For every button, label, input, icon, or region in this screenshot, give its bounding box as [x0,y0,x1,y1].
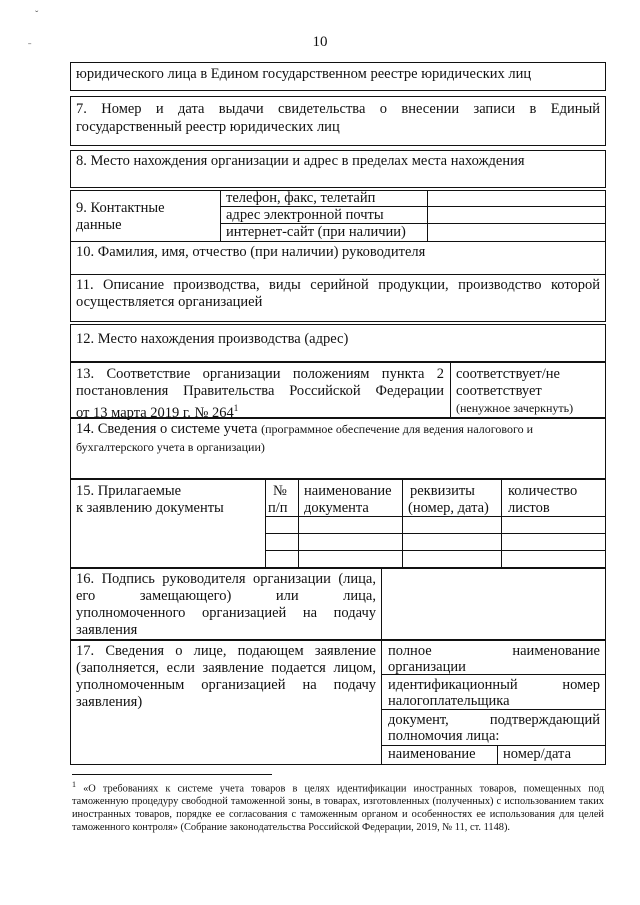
row-11-line2: осуществляется организацией [76,294,263,310]
row-14-line1: 14. Сведения о системе учета (программное обеспечение для ведения налогового и [76,421,534,437]
row-13-options-line1: соответствует/не [456,366,560,382]
row-8-text: 8. Место нахождения организации и адрес в пределах места нахождения [76,153,525,169]
divider [298,479,299,568]
inn-line1: идентификационный номер [388,677,600,693]
col-req-line2: (номер, дата) [408,500,489,516]
footnote-text: «О требованиях к системе учета товаров в целях идентификации иностранных товаров, помещенных под таможенную процедуру свободной таможенной зоны, в товарах, изготовленных (полученных) с использованием таких иностранных товаров, порядке ее согласования с таможенным органом и особенностях ее использования для целей таможенного контроля» (Собрание законодательства Российской Федерации, 2019, № 11, ст. 1148). [72,783,604,834]
row-11-line1: 11. Описание производства, виды серийной продукции, производство которой [76,277,600,293]
row-7-line1: 7. Номер и дата выдачи свидетельства о внесении записи в Единый [76,101,600,117]
divider [450,362,451,418]
divider [265,550,606,551]
row-12-text: 12. Место нахождения производства (адрес) [76,331,349,347]
footnote [72,778,604,834]
row-16-line2: его замещающего) или лица, [76,588,376,604]
contact-phone-label: телефон, факс, телетайп [226,190,376,206]
doc-number-label: номер/дата [503,746,572,762]
full-name-line2: организации [388,659,466,675]
row-16-line3: уполномоченного организацией на подачу [76,605,376,621]
row-13-line1: 13. Соответствие организации положениям пункта 2 [76,366,444,382]
row-17-line2: (заполняется, если заявление подается лицом, [76,660,376,676]
footnote-marker: 1 [72,780,76,789]
row-17-line4: заявления) [76,694,143,710]
divider [402,479,403,568]
row-14-line2: бухгалтерского учета в организации) [76,440,265,454]
row-9-label-line2: данные [76,217,122,233]
divider [381,640,382,765]
row-13-line2: постановления Правительства Российской Федерации [76,383,444,399]
row-13-options-note: (ненужное зачеркнуть) [456,401,574,415]
row-13-line3: от 13 марта 2019 г. № $264^1$ [76,403,239,421]
row-16-line1: 16. Подпись руководителя организации (лица, [76,571,376,587]
col-qty-line1: количество [508,483,578,499]
col-no-line1: № [273,483,287,499]
doc-line2: полномочия лица: [388,728,500,744]
footnote-rule [72,774,272,775]
scan-mark: ˇ [35,10,39,21]
col-no-line2: п/п [268,500,288,516]
divider [265,479,266,568]
row-cont-text: юридического лица в Едином государственном реестре юридических лиц [76,66,532,82]
row-15-label-line1: 15. Прилагаемые [76,483,182,499]
divider [265,533,606,534]
divider [220,190,221,242]
footnote-ref: 1 [233,403,239,413]
col-req-line1: реквизиты [410,483,475,499]
divider [427,190,428,242]
scan-mark: ˉ [28,42,32,53]
divider [497,745,498,765]
row-9-label-line1: 9. Контактные [76,200,165,216]
row-16-line4: заявления [76,622,138,638]
contact-website-label: интернет-сайт (при наличии) [226,224,406,240]
row-15-label-line2: к заявлению документы [76,500,224,516]
divider [381,568,382,640]
col-name-line2: документа [304,500,369,516]
col-qty-line2: листов [508,500,550,516]
row-17-line3: уполномоченным организацией на подачу [76,677,376,693]
contact-email-label: адрес электронной почты [226,207,384,223]
divider [501,479,502,568]
row-7-line2: государственный реестр юридических лиц [76,119,340,135]
row-13-options-line2: соответствует [456,383,542,399]
row-17-line1: 17. Сведения о лице, подающем заявление [76,643,376,659]
full-name-line1: полное наименование [388,643,600,659]
doc-name-label: наименование [388,746,476,762]
row-10-text: 10. Фамилия, имя, отчество (при наличии) руководителя [76,244,426,260]
inn-line2: налогоплательщика [388,693,510,709]
doc-line1: документ, подтверждающий [388,712,600,728]
col-name-line1: наименование [304,483,392,499]
page-number: 10 [312,34,328,50]
